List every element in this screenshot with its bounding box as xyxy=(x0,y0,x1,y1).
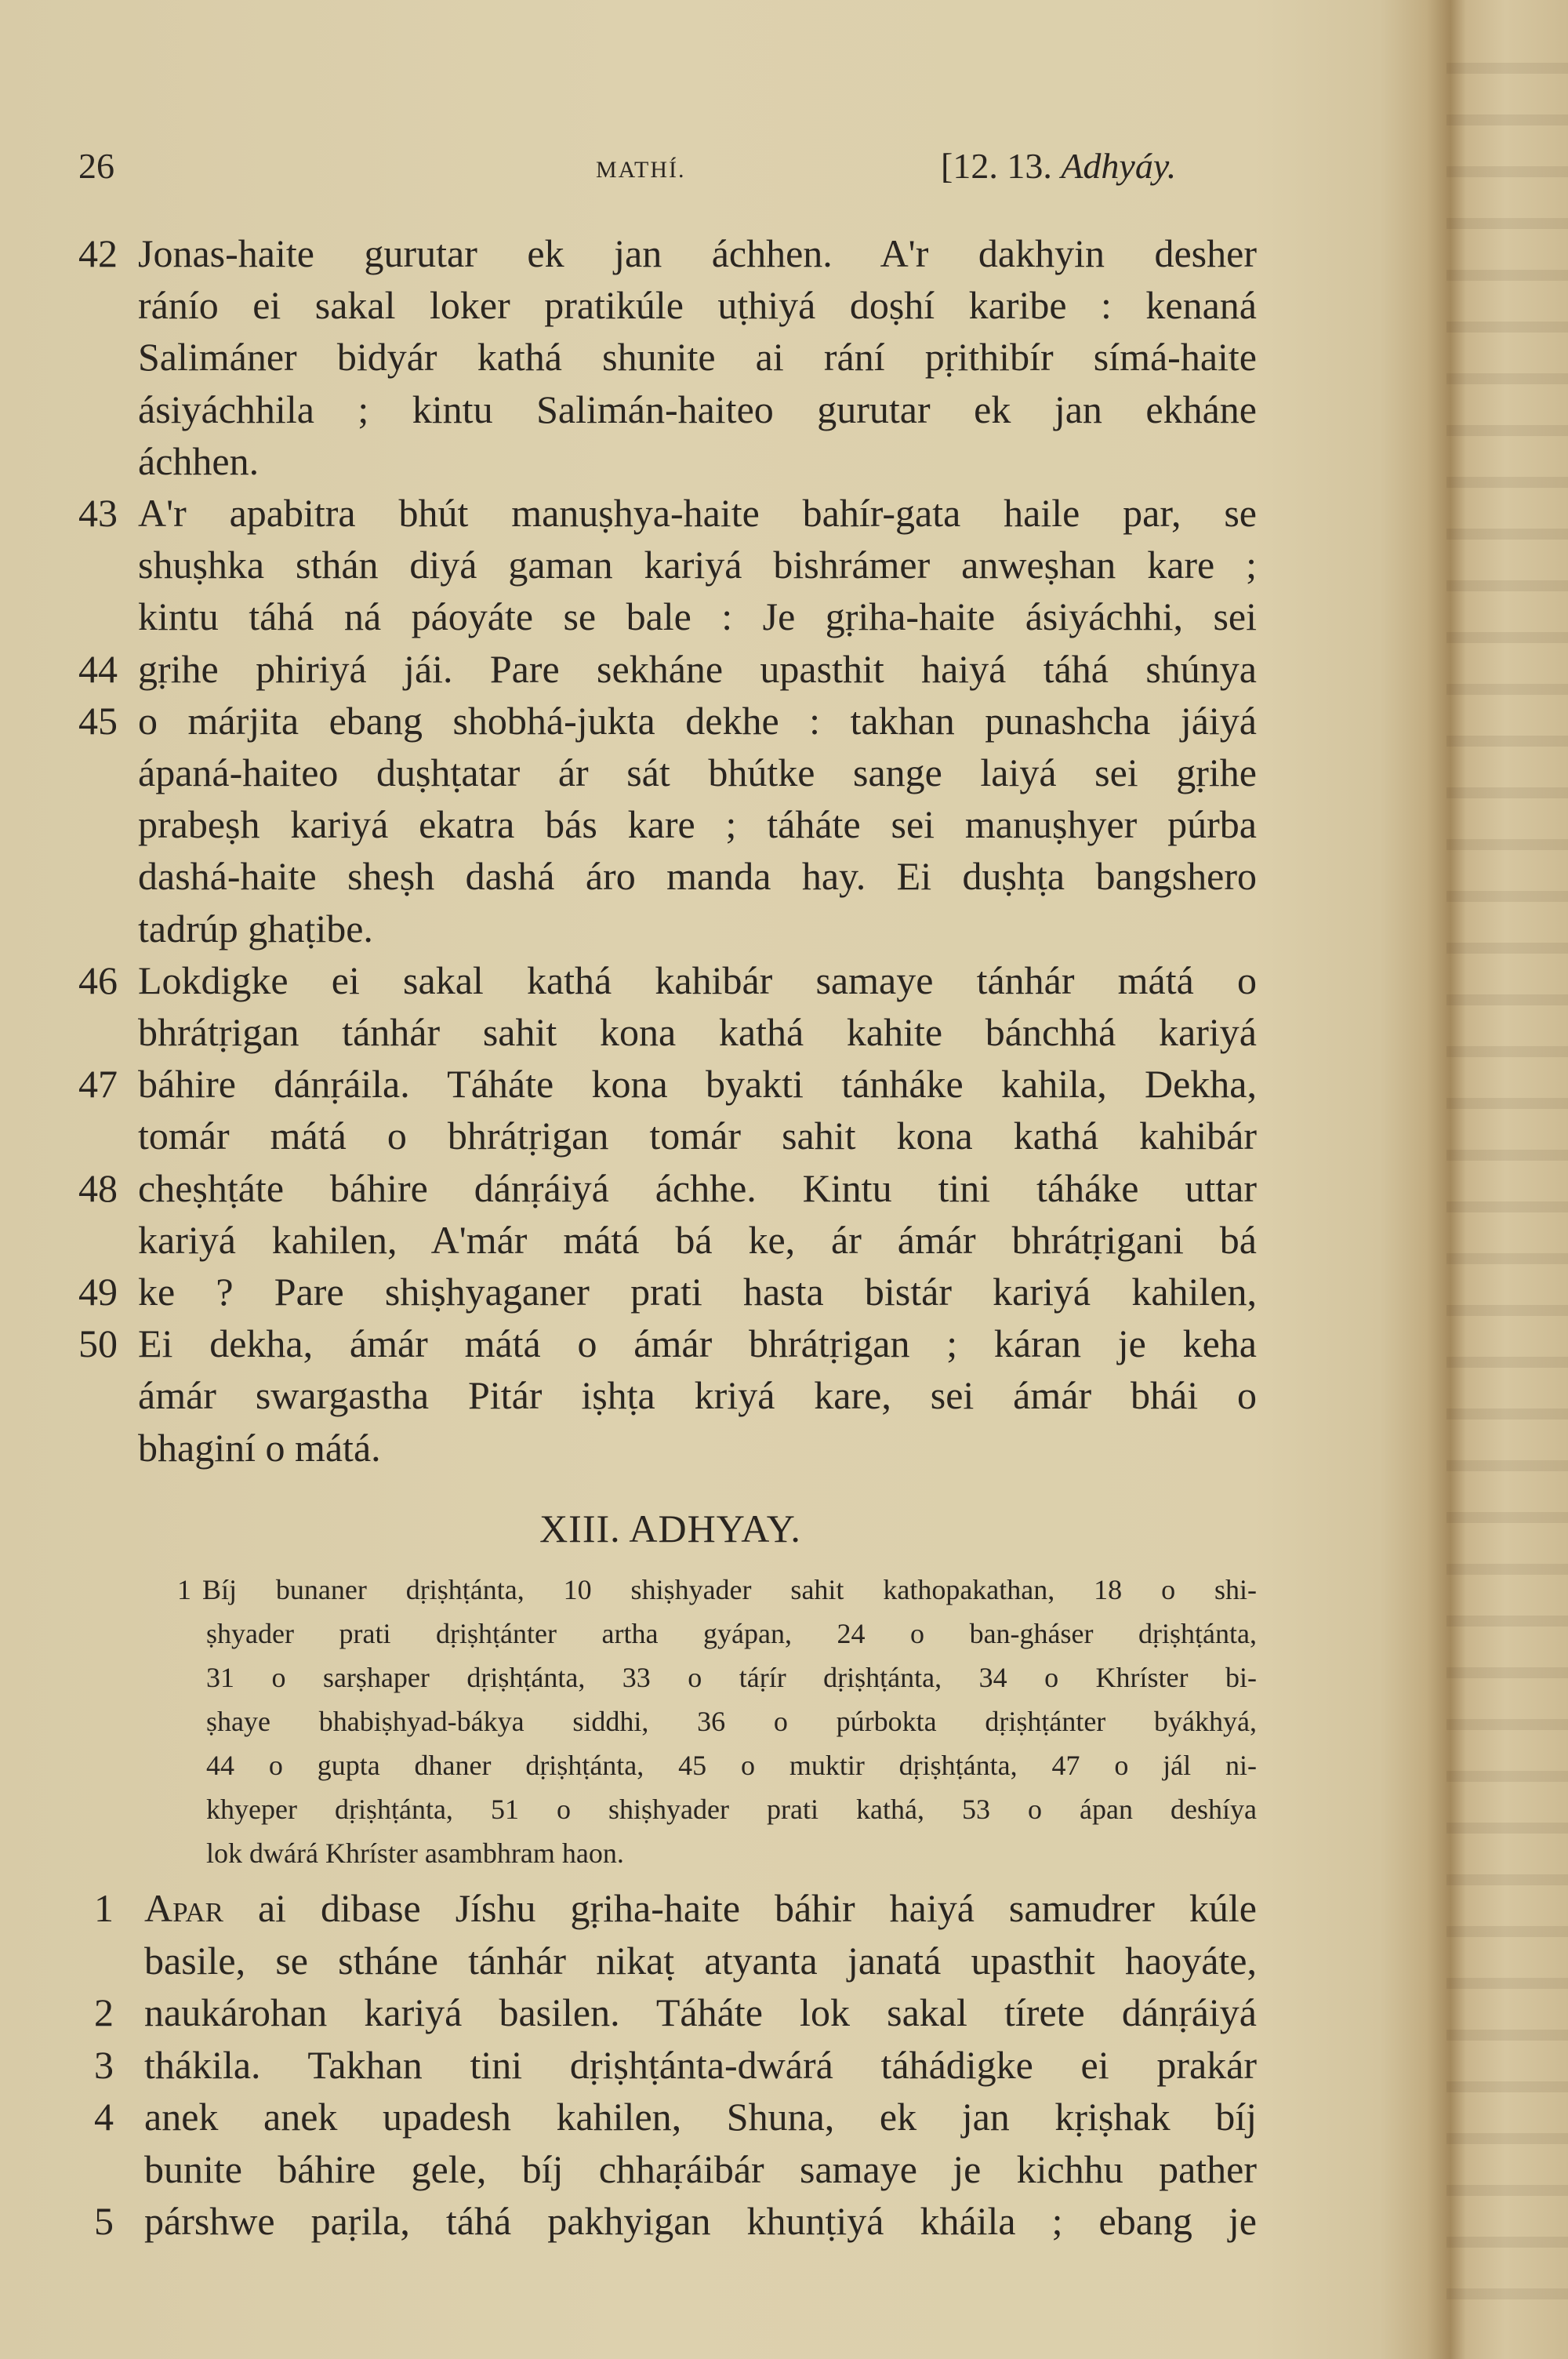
opening-word: Apar xyxy=(144,1886,223,1930)
verse-number: 5 xyxy=(94,2199,114,2243)
line-text: o márjita ebang shobhá-jukta dekhe : takhan punashcha jáiyá xyxy=(138,698,1257,743)
verse-number: 50 xyxy=(78,1321,118,1366)
line-text: basile, se stháne tánhár nikaṭ atyanta janatá upasthit haoyáte, xyxy=(144,1938,1257,1983)
line-text: gṛihe phiriyá jái. Pare sekháne upasthit haiyá táhá shúnya xyxy=(138,646,1257,691)
line-text: Salimáner bidyár kathá shunite ai rání pṛithibír símá-haite xyxy=(138,335,1257,380)
text-line xyxy=(0,903,1568,954)
text-line xyxy=(0,1058,1568,1110)
line-text: naukárohan kariyá basilen. Táháte lok sakal tírete dánṛáiyá xyxy=(144,1990,1257,2034)
text-line xyxy=(0,1266,1568,1318)
text-line xyxy=(0,1831,1568,1875)
text-line xyxy=(0,539,1568,591)
text-line xyxy=(0,747,1568,798)
text-line xyxy=(0,1656,1568,1699)
line-text: Bíj bunaner dṛiṣhṭánta, 10 shiṣhyader sahit kathopakathan, 18 o shi- xyxy=(202,1574,1257,1605)
line-text: prabeṣh kariyá ekatra bás kare ; táháte sei manuṣhyer púrba xyxy=(138,802,1257,847)
line-text: 31 o sarṣhaper dṛiṣhṭánta, 33 o táṛír dṛiṣhṭánta, 34 o Khríster bi- xyxy=(206,1662,1257,1693)
text-line xyxy=(0,1214,1568,1266)
line-text: ránío ei sakal loker pratikúle uṭhiyá doṣhí karibe : kenaná xyxy=(138,283,1257,328)
verse-number: 47 xyxy=(78,1062,118,1107)
line-text: ápaná-haiteo duṣhṭatar ár sát bhútke sange laiyá sei gṛihe xyxy=(138,751,1257,794)
line-text: dashá-haite sheṣh dashá áro manda hay. Ei duṣhṭa bangshero xyxy=(138,854,1257,899)
verse-number: 49 xyxy=(78,1270,118,1314)
text-line xyxy=(0,227,1568,279)
text-line xyxy=(0,1882,1568,1934)
text-line xyxy=(0,1422,1568,1474)
line-text: áchhen. xyxy=(138,438,260,483)
line-text: párshwe paṛila, táhá pakhyigan khunṭiyá kháila ; ebang je xyxy=(144,2199,1257,2243)
verse-number: 48 xyxy=(78,1165,118,1210)
line-text: thákila. Takhan tini dṛiṣhṭánta-dwárá táhádigke ei prakár xyxy=(144,2042,1257,2087)
line-text: lok dwárá Khríster asambhram haon. xyxy=(206,1837,624,1869)
line-text: tadrúp ghaṭibe. xyxy=(138,906,373,951)
text-line xyxy=(0,1110,1568,1161)
verse-number: 1 xyxy=(177,1574,191,1605)
text-line xyxy=(0,2195,1568,2247)
verse-number: 1 xyxy=(94,1886,114,1930)
text-line xyxy=(0,331,1568,383)
line-text: ásiyáchhila ; kintu Salimán-haiteo gurutar ek jan ekháne xyxy=(138,387,1257,431)
verse-number: 42 xyxy=(78,231,118,275)
text-line xyxy=(0,798,1568,850)
text-line xyxy=(0,591,1568,642)
text-line xyxy=(0,487,1568,539)
text-line xyxy=(0,1568,1568,1612)
page-edge-bleedthrough xyxy=(1446,63,1568,2337)
text-line xyxy=(0,1935,1568,1986)
line-text: A'r apabitra bhút manuṣhya-haite bahír-gata haile par, se xyxy=(138,491,1257,535)
text-line xyxy=(0,1369,1568,1421)
text-line xyxy=(0,2143,1568,2195)
text-line xyxy=(0,850,1568,902)
line-text: tomár mátá o bhrátṛigan tomár sahit kona kathá kahibár xyxy=(138,1114,1257,1158)
line-text: shuṣhka sthán diyá gaman kariyá bishrámer anweṣhan kare ; xyxy=(138,543,1257,587)
text-line xyxy=(0,1318,1568,1369)
line-text: kintu táhá ná páoyáte se bale : Je gṛiha-haite ásiyáchhi, sei xyxy=(138,594,1257,639)
text-line xyxy=(0,279,1568,331)
line-text: ṣhaye bhabiṣhyad-bákya siddhi, 36 o púrbokta dṛiṣhṭánter byákhyá, xyxy=(206,1706,1257,1737)
text-line xyxy=(0,2039,1568,2091)
line-text: 44 o gupta dhaner dṛiṣhṭánta, 45 o muktir dṛiṣhṭánta, 47 o jál ni- xyxy=(206,1750,1257,1781)
text-line xyxy=(0,1699,1568,1743)
line-text: Lokdigke ei sakal kathá kahibár samaye tánhár mátá o xyxy=(138,958,1257,1002)
line-text: Ei dekha, ámár mátá o ámár bhrátṛigan ; káran je keha xyxy=(138,1321,1257,1366)
verse-number: 44 xyxy=(78,646,118,691)
line-text: bunite báhire gele, bíj chhaṛáibár samaye je kichhu pather xyxy=(144,2146,1257,2191)
line-text: khyeper dṛiṣhṭánta, 51 o shiṣhyader prati kathá, 53 o ápan deshíya xyxy=(206,1794,1257,1825)
text-line xyxy=(0,1743,1568,1787)
text-line xyxy=(0,643,1568,695)
text-line xyxy=(0,954,1568,1006)
line-text: bhaginí o mátá. xyxy=(138,1425,381,1470)
chapter-ref-word: Adhyáy. xyxy=(1061,146,1177,186)
verse-number: 46 xyxy=(78,958,118,1002)
chapter-reference xyxy=(941,145,1176,187)
text-line xyxy=(0,1162,1568,1214)
line-text: ámár swargastha Pitár iṣhṭa kriyá kare, sei ámár bhái o xyxy=(138,1373,1257,1418)
line-text: ke ? Pare shiṣhyaganer prati hasta bistár kariyá kahilen, xyxy=(138,1270,1257,1314)
running-title: MATHÍ. xyxy=(596,157,686,183)
verse-number: 43 xyxy=(78,491,118,535)
text-line xyxy=(0,1006,1568,1058)
verse-number: 4 xyxy=(94,2095,114,2139)
text-line xyxy=(0,383,1568,435)
text-line xyxy=(0,1787,1568,1831)
line-text: Apar ai dibase Jíshu gṛiha-haite báhir haiyá samudrer kúle xyxy=(144,1886,1257,1930)
line-text: Jonas-haite gurutar ek jan áchhen. A'r dakhyin desher xyxy=(138,231,1257,275)
line-text: cheṣhṭáte báhire dánṛáiyá áchhe. Kintu tini táháke uttar xyxy=(138,1165,1257,1210)
text-line xyxy=(0,1612,1568,1656)
page-number: 26 xyxy=(78,146,114,186)
line-text: ṣhyader prati dṛiṣhṭánter artha gyápan, 24 o ban-gháser dṛiṣhṭánta, xyxy=(206,1618,1257,1649)
verse-number: 3 xyxy=(94,2042,114,2087)
line-text: anek anek upadesh kahilen, Shuna, ek jan kṛiṣhak bíj xyxy=(144,2095,1257,2139)
chapter-13-heading: XIII. ADHYAY. xyxy=(539,1507,801,1550)
text-line xyxy=(0,435,1568,487)
verse-number: 2 xyxy=(94,1990,114,2034)
line-text: báhire dánṛáila. Táháte kona byakti tánháke kahila, Dekha, xyxy=(138,1062,1257,1107)
text-line xyxy=(0,1986,1568,2038)
verse-number: 45 xyxy=(78,698,118,743)
line-text: kariyá kahilen, A'már mátá bá ke, ár ámár bhrátṛigani bá xyxy=(138,1217,1257,1262)
line-text: bhrátṛigan tánhár sahit kona kathá kahite bánchhá kariyá xyxy=(138,1010,1257,1054)
text-line xyxy=(0,2091,1568,2143)
text-line xyxy=(0,695,1568,747)
chapter-ref-numbers: [12. 13. xyxy=(941,146,1052,186)
